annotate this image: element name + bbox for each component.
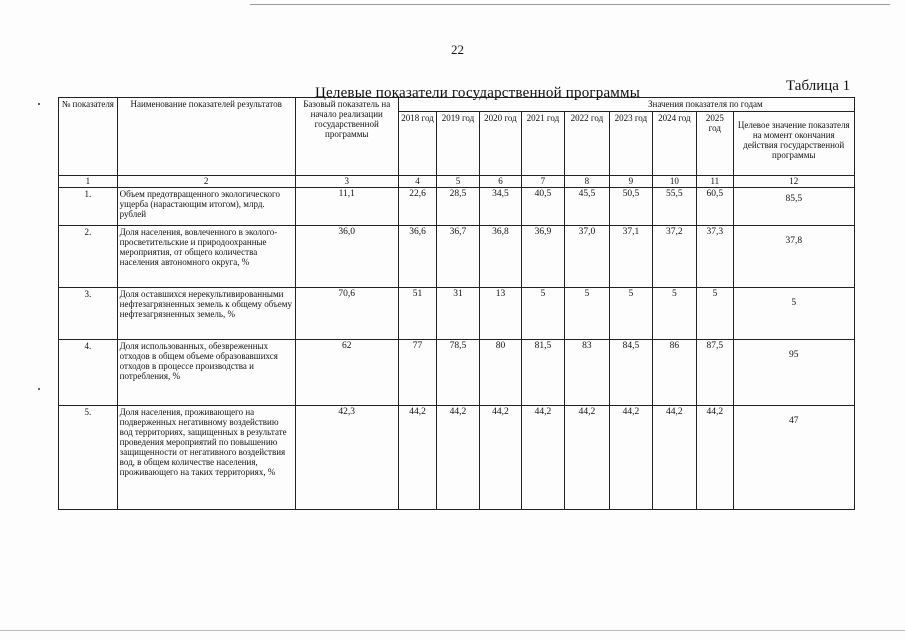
- row-year-value: 37,2: [652, 226, 697, 288]
- row-year-value: 44,2: [564, 406, 610, 510]
- row-name: Объем предотвращенного экологического ущерба (нарастающим итогом), млрд. рублей: [117, 188, 295, 226]
- row-year-value: 36,9: [522, 226, 564, 288]
- row-name: Доля населения, вовлеченного в эколого-просветительские и природоохранные мероприятия, от общего количества населения автономного округа, %: [117, 226, 295, 288]
- row-year-value: 5: [564, 288, 610, 340]
- row-base-value: 42,3: [295, 406, 398, 510]
- row-year-value: 44,2: [522, 406, 564, 510]
- table-title: Целевые показатели государственной программы: [315, 85, 640, 101]
- row-year-value: 5: [522, 288, 564, 340]
- scan-artifact-bottom: [0, 630, 905, 631]
- row-name: Доля оставшихся нерекультивированными нефтезагрязненных земель к общему объему нефтезагрязненных земель, %: [117, 288, 295, 340]
- row-target-value: 95: [733, 340, 854, 406]
- row-year-value: 31: [437, 288, 479, 340]
- row-year-value: 36,6: [398, 226, 436, 288]
- row-target-value: 5: [733, 288, 854, 340]
- row-target-value: 47: [733, 406, 854, 510]
- header-year: 2019 год: [437, 112, 479, 176]
- row-number: 4.: [59, 340, 118, 406]
- column-number-row: [59, 176, 855, 188]
- indicators-table: [58, 97, 855, 510]
- scan-dot: [38, 388, 40, 390]
- row-year-value: 5: [697, 288, 733, 340]
- row-number: 1.: [59, 188, 118, 226]
- table-row: [59, 406, 855, 510]
- row-year-value: 44,2: [479, 406, 521, 510]
- row-name: Доля населения, проживающего на подверженных негативному воздействию вод территориях, защищенных в результате проведения мероприятий по повышению защищенности от негативного воздействия вод, в общем количестве населения, проживающего на таких территориях, %: [117, 406, 295, 510]
- col-number: 4: [398, 176, 436, 188]
- row-year-value: 60,5: [697, 188, 733, 226]
- col-number: 11: [697, 176, 733, 188]
- row-year-value: 44,2: [652, 406, 697, 510]
- row-year-value: 45,5: [564, 188, 610, 226]
- header-year: 2023 год: [610, 112, 652, 176]
- row-year-value: 77: [398, 340, 436, 406]
- row-year-value: 36,8: [479, 226, 521, 288]
- row-number: 3.: [59, 288, 118, 340]
- row-year-value: 87,5: [697, 340, 733, 406]
- row-year-value: 22,6: [398, 188, 436, 226]
- row-number: 5.: [59, 406, 118, 510]
- row-year-value: 44,2: [437, 406, 479, 510]
- table-label: Таблица 1: [786, 78, 851, 94]
- row-year-value: 37,3: [697, 226, 733, 288]
- col-number: 12: [733, 176, 854, 188]
- row-year-value: 44,2: [697, 406, 733, 510]
- row-year-value: 80: [479, 340, 521, 406]
- col-number: 9: [610, 176, 652, 188]
- header-target: Целевое значение показателя на момент окончания действия государственной программы: [733, 112, 854, 176]
- table-row: [59, 226, 855, 288]
- header-year: 2022 год: [564, 112, 610, 176]
- row-number: 2.: [59, 226, 118, 288]
- col-number: 1: [59, 176, 118, 188]
- header-year: 2020 год: [479, 112, 521, 176]
- row-year-value: 44,2: [398, 406, 436, 510]
- col-number: 7: [522, 176, 564, 188]
- row-name: Доля использованных, обезвреженных отходов в общем объеме образовавшихся отходов в процессе производства и потребления, %: [117, 340, 295, 406]
- header-base: Базовый показатель на начало реализации государственной программы: [295, 98, 398, 176]
- col-number: 8: [564, 176, 610, 188]
- row-year-value: 34,5: [479, 188, 521, 226]
- row-year-value: 37,1: [610, 226, 652, 288]
- col-number: 10: [652, 176, 697, 188]
- row-year-value: 44,2: [610, 406, 652, 510]
- header-years-group: Значения показателя по годам: [398, 98, 854, 112]
- header-year: 2024 год: [652, 112, 697, 176]
- page-number: 22: [451, 42, 464, 57]
- row-year-value: 40,5: [522, 188, 564, 226]
- col-number: 3: [295, 176, 398, 188]
- row-year-value: 86: [652, 340, 697, 406]
- header-num: № показателя: [59, 98, 118, 176]
- row-target-value: 85,5: [733, 188, 854, 226]
- row-year-value: 37,0: [564, 226, 610, 288]
- col-number: 6: [479, 176, 521, 188]
- row-year-value: 78,5: [437, 340, 479, 406]
- row-year-value: 81,5: [522, 340, 564, 406]
- row-year-value: 83: [564, 340, 610, 406]
- row-year-value: 13: [479, 288, 521, 340]
- row-year-value: 5: [652, 288, 697, 340]
- table-row: [59, 188, 855, 226]
- row-base-value: 62: [295, 340, 398, 406]
- header-year: 2018 год: [398, 112, 436, 176]
- header-year: 2025 год: [697, 112, 733, 176]
- row-year-value: 51: [398, 288, 436, 340]
- table-row: [59, 288, 855, 340]
- row-base-value: 36,0: [295, 226, 398, 288]
- header-name: Наименование показателей результатов: [117, 98, 295, 176]
- row-year-value: 55,5: [652, 188, 697, 226]
- row-base-value: 11,1: [295, 188, 398, 226]
- header-year: 2021 год: [522, 112, 564, 176]
- row-year-value: 36,7: [437, 226, 479, 288]
- row-year-value: 28,5: [437, 188, 479, 226]
- scan-dot: [38, 103, 40, 105]
- table-row: [59, 340, 855, 406]
- col-number: 5: [437, 176, 479, 188]
- row-target-value: 37,8: [733, 226, 854, 288]
- scan-artifact-top: [250, 4, 890, 5]
- row-year-value: 50,5: [610, 188, 652, 226]
- row-year-value: 84,5: [610, 340, 652, 406]
- col-number: 2: [117, 176, 295, 188]
- row-year-value: 5: [610, 288, 652, 340]
- row-base-value: 70,6: [295, 288, 398, 340]
